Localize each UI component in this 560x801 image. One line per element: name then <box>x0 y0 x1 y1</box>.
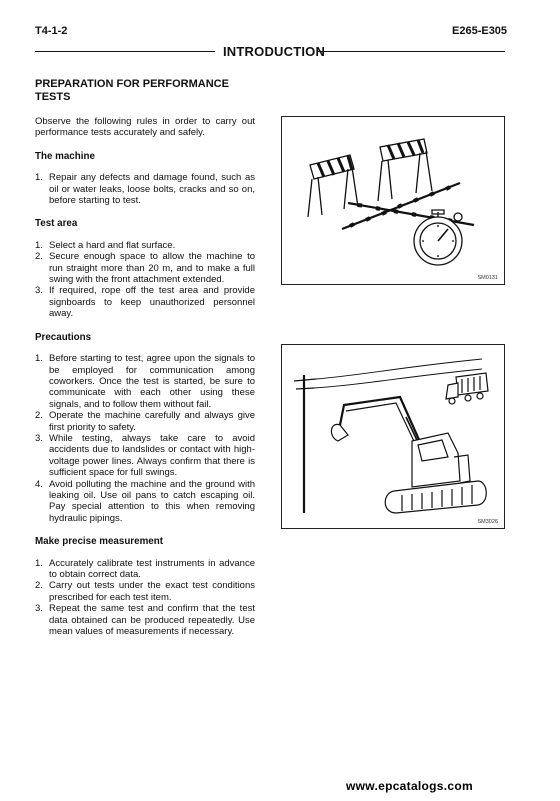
figure-code: SM3026 <box>477 519 498 525</box>
list-machine <box>35 172 255 206</box>
list-item: 2. Carry out tests under the exact test conditions prescribed for each test item. <box>35 580 255 603</box>
page-header-right: E265-E305 <box>452 25 508 37</box>
list-item: 1. Repair any defects and damage found, such as oil or water leaks, loose bolts, cracks and so on, before starting to test. <box>35 172 255 207</box>
list-item: 3. Repeat the same test and confirm that the test data obtained can be produced repeatedly. Use mean values of measurements if necessary. <box>35 603 255 638</box>
section-title: INTRODUCTION <box>223 44 326 59</box>
figure-test-area-equipment <box>281 116 505 285</box>
header-rule-left <box>35 51 215 52</box>
main-text-column <box>35 78 255 649</box>
excavator-illustration <box>282 345 504 528</box>
figure-code: SM0131 <box>477 275 498 281</box>
section-heading-test-area: Test area <box>35 218 78 230</box>
section-heading-precautions: Precautions <box>35 331 92 343</box>
intro-paragraph: Observe the following rules in order to carry out performance tests accurately and safely. <box>35 116 255 139</box>
page-header-left: T4-1-2 <box>35 25 68 37</box>
watermark-url: www.epcatalogs.com <box>346 779 473 793</box>
barricade-stopwatch-illustration <box>282 117 504 284</box>
section-heading-machine: The machine <box>35 150 95 162</box>
list-item: 4. Avoid polluting the machine and the ground with leaking oil. Use oil pans to catch escaping oil. Pay special attention to this when removing hydraulic pipings. <box>35 478 255 524</box>
list-item: 2. Operate the machine carefully and always give first priority to safety. <box>35 410 255 433</box>
list-precautions <box>35 353 255 524</box>
list-measurement <box>35 558 255 638</box>
section-heading-measurement: Make precise measurement <box>35 536 163 548</box>
list-test-area <box>35 240 255 320</box>
list-item: 1. Before starting to test, agree upon the signals to be employed for communication among coworkers. Once the test is started, be sure to communicate with each other using these signals, and to follow them without fail. <box>35 353 255 410</box>
list-item: 3. If required, rope off the test area and provide signboards to keep unauthorized personnel away. <box>35 285 255 320</box>
page-heading: PREPARATION FOR PERFORMANCE TESTS <box>35 78 229 103</box>
list-item: 3. While testing, always take care to avoid accidents due to landslides or contact with high-voltage power lines. Always confirm that there is sufficient space for full swings. <box>35 432 255 479</box>
list-item: 2. Secure enough space to allow the machine to run straight more than 20 m, and to make a full swing with the front attachment extended. <box>35 251 255 286</box>
list-item: 1. Accurately calibrate test instruments in advance to obtain correct data. <box>35 557 255 580</box>
header-rule-right <box>317 51 505 52</box>
list-item: 1. Select a hard and flat surface. <box>35 239 176 251</box>
figure-excavator-power-line <box>281 344 505 529</box>
